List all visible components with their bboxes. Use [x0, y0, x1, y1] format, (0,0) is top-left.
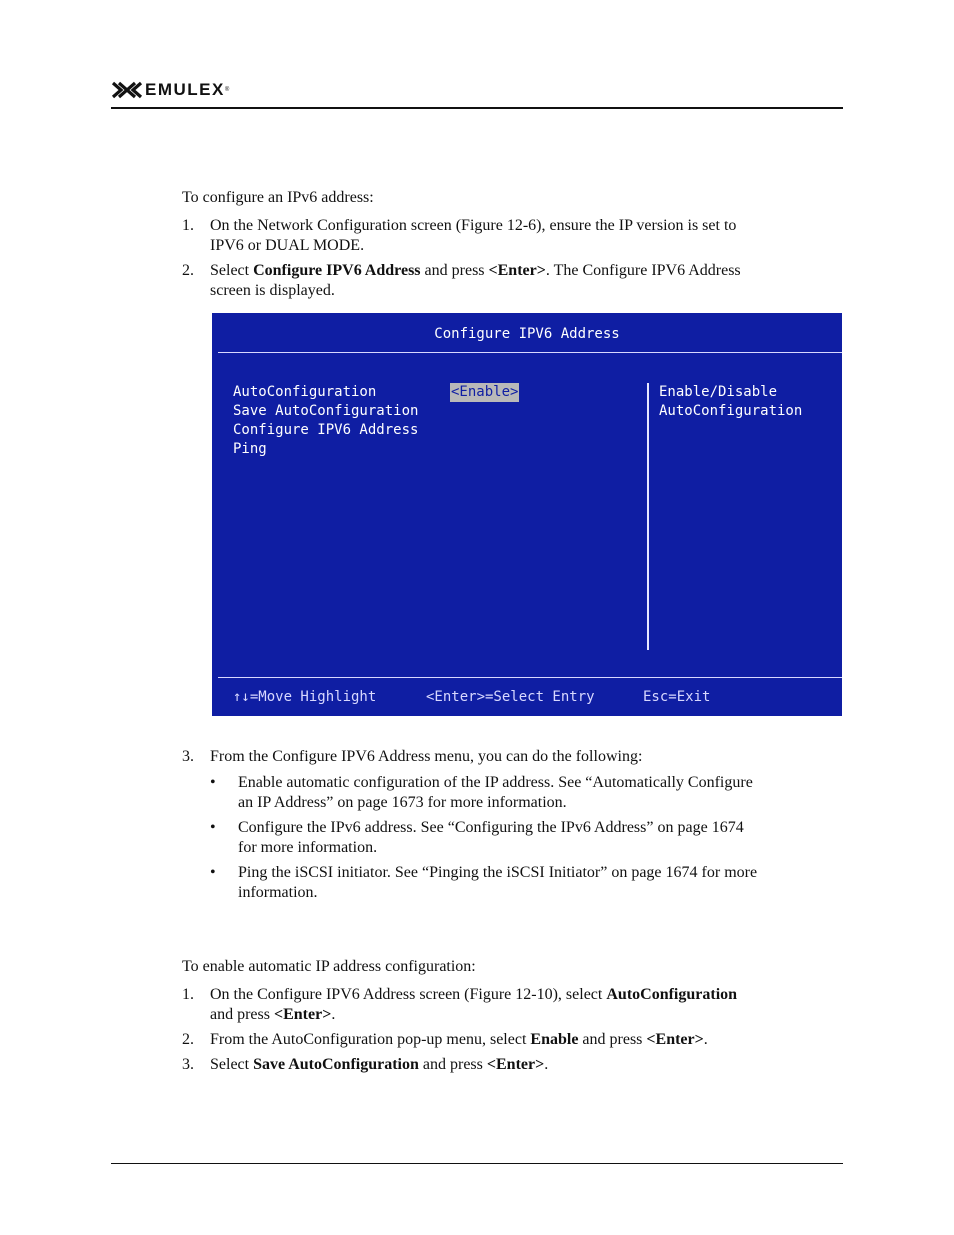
intro-ipv6: To configure an IPv6 address:	[182, 189, 374, 206]
bullet-line: Configure the IPv6 address. See “Configuring the IPv6 Address” on page 1674	[238, 819, 744, 836]
step-text-part: Select	[210, 262, 254, 279]
bullet-line: Ping the iSCSI initiator. See “Pinging the iSCSI Initiator” on page 1674 for more	[238, 864, 758, 881]
footer-select-hint: <Enter>=Select Entry	[426, 689, 595, 705]
help-line: AutoConfiguration	[659, 403, 803, 419]
emulex-logo	[111, 80, 229, 100]
step-text-part: and press	[418, 1056, 487, 1073]
key-name: <Enter>	[273, 1006, 332, 1023]
bios-divider	[218, 352, 842, 353]
bullet-line: for more information.	[238, 839, 378, 856]
step-text	[210, 261, 842, 301]
bullet-icon: •	[210, 864, 216, 881]
menu-item-ping[interactable]: Ping	[233, 441, 267, 457]
brand-name: EMULEX	[145, 80, 225, 99]
bios-divider	[218, 677, 842, 678]
bullet-line: an IP Address” on page 1673 for more information.	[238, 794, 567, 811]
step-text-part: From the AutoConfiguration pop-up menu, select	[210, 1031, 531, 1048]
autoconfiguration-value[interactable]: <Enable>	[451, 384, 519, 400]
bullet-line: Enable automatic configuration of the IP address. See “Automatically Configure	[238, 774, 753, 791]
step-number: 1.	[182, 986, 194, 1003]
bios-screen	[212, 313, 842, 716]
menu-name: Configure IPV6 Address	[253, 262, 421, 279]
bios-help-panel	[659, 383, 802, 421]
bullet-line: information.	[238, 884, 318, 901]
bullet-icon: •	[210, 819, 216, 836]
bios-title: Configure IPV6 Address	[434, 326, 620, 342]
menu-name: Save AutoConfiguration	[253, 1056, 419, 1073]
menu-name: AutoConfiguration	[606, 986, 738, 1003]
step-text-part: .	[703, 1031, 708, 1048]
step-number: 3.	[182, 748, 194, 765]
footer-rule	[111, 1163, 843, 1164]
bullet-text	[238, 773, 842, 813]
step-number: 1.	[182, 217, 194, 234]
step-text-part: . The Configure IPV6 Address	[545, 262, 741, 279]
step-number: 2.	[182, 262, 194, 279]
key-name: <Enter>	[646, 1031, 704, 1048]
bios-vertical-divider	[647, 383, 649, 650]
step-text	[210, 1055, 842, 1075]
trademark: ®	[224, 87, 230, 93]
step-text-part: On the Configure IPV6 Address screen (Figure 12-10), select	[210, 986, 607, 1003]
bullet-icon: •	[210, 774, 216, 791]
help-line: Enable/Disable	[659, 384, 778, 400]
step-text-part: and press	[578, 1031, 647, 1048]
step-text-part: .	[544, 1056, 549, 1073]
key-name: <Enter>	[486, 1056, 545, 1073]
menu-name: Enable	[530, 1031, 579, 1048]
bullet-text	[238, 863, 842, 903]
menu-item-save-autoconfiguration[interactable]: Save AutoConfiguration	[233, 403, 419, 419]
menu-item-autoconfiguration[interactable]: AutoConfiguration	[233, 384, 377, 400]
step-text	[210, 216, 842, 256]
step-text	[210, 985, 842, 1025]
step-text: From the Configure IPV6 Address menu, you can do the following:	[210, 748, 643, 765]
step-line: On the Network Configuration screen (Figure 12-6), ensure the IP version is set to	[210, 217, 737, 234]
intro-auto: To enable automatic IP address configuration:	[182, 958, 476, 975]
step-text-part: .	[331, 1006, 336, 1023]
step-number: 2.	[182, 1031, 194, 1048]
step-line: screen is displayed.	[210, 282, 335, 299]
menu-item-configure-ipv6-address[interactable]: Configure IPV6 Address	[233, 422, 419, 438]
step-text-part: and press	[210, 1006, 274, 1023]
footer-exit-hint: Esc=Exit	[643, 689, 711, 705]
step-number: 3.	[182, 1056, 194, 1073]
step-line: IPV6 or DUAL MODE.	[210, 237, 365, 254]
key-name: <Enter>	[488, 262, 546, 279]
step-text	[210, 1030, 842, 1050]
header-rule	[111, 107, 843, 109]
bios-menu	[233, 383, 418, 459]
step-text-part: Select	[210, 1056, 254, 1073]
bullet-text	[238, 818, 842, 858]
footer-move-hint: ↑↓=Move Highlight	[233, 689, 377, 705]
step-text-part: and press	[420, 262, 489, 279]
emulex-logo-icon	[111, 81, 143, 99]
